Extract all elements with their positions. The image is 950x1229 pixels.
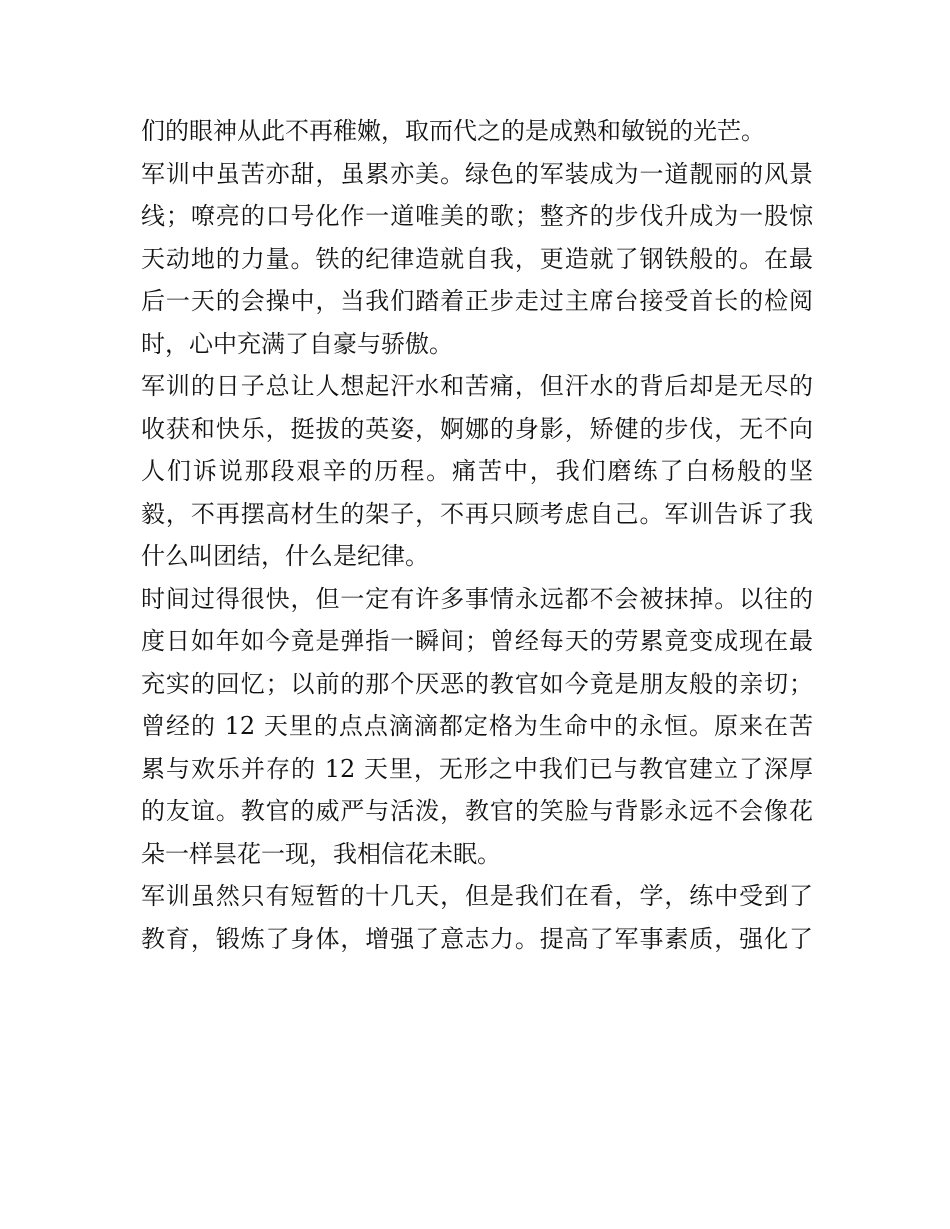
- text-line: 们的眼神从此不再稚嫩，取而代之的是成熟和敏锐的光芒。: [141, 117, 765, 145]
- text-line: 毅，不再摆高材生的架子，不再只顾考虑自己。军训告诉了我: [141, 499, 813, 528]
- text-line: 曾经的 12 天里的点点滴滴都定格为生命中的永恒。原来在苦: [141, 712, 813, 740]
- text-line: 时间过得很快，但一定有许多事情永远都不会被抹掉。以往的: [141, 584, 813, 613]
- text-line: 时，心中充满了自豪与骄傲。: [141, 329, 453, 358]
- text-line: 累与欢乐并存的 12 天里，无形之中我们已与教官建立了深厚: [141, 754, 813, 783]
- text-line: 收获和快乐，挺拔的英姿，婀娜的身影，矫健的步伐，无不向: [141, 414, 813, 443]
- text-line: 的友谊。教官的威严与活泼，教官的笑脸与背影永远不会像花: [141, 797, 813, 825]
- text-line: 后一天的会操中，当我们踏着正步走过主席台接受首长的检阅: [141, 287, 813, 315]
- text-line: 朵一样昙花一现，我相信花未眠。: [141, 839, 501, 868]
- text-line: 军训中虽苦亦甜，虽累亦美。绿色的军装成为一道靓丽的风景: [141, 159, 813, 188]
- text-line: 教育，锻炼了身体，增强了意志力。提高了军事素质，强化了: [141, 924, 813, 953]
- text-line: 充实的回忆；以前的那个厌恶的教官如今竟是朋友般的亲切；: [141, 669, 813, 698]
- document-text-body: [141, 110, 813, 960]
- text-line: 天动地的力量。铁的纪律造就自我，更造就了钢铁般的。在最: [141, 244, 813, 273]
- text-line: 军训的日子总让人想起汗水和苦痛，但汗水的背后却是无尽的: [141, 372, 813, 400]
- text-line: 人们诉说那段艰辛的历程。痛苦中，我们磨练了白杨般的坚: [141, 457, 813, 485]
- text-line: 线；嘹亮的口号化作一道唯美的歌；整齐的步伐升成为一股惊: [141, 202, 813, 230]
- text-line: 军训虽然只有短暂的十几天，但是我们在看，学，练中受到了: [141, 882, 813, 910]
- text-line: 度日如年如今竟是弹指一瞬间；曾经每天的劳累竟变成现在最: [141, 627, 813, 655]
- text-line: 什么叫团结，什么是纪律。: [141, 542, 429, 570]
